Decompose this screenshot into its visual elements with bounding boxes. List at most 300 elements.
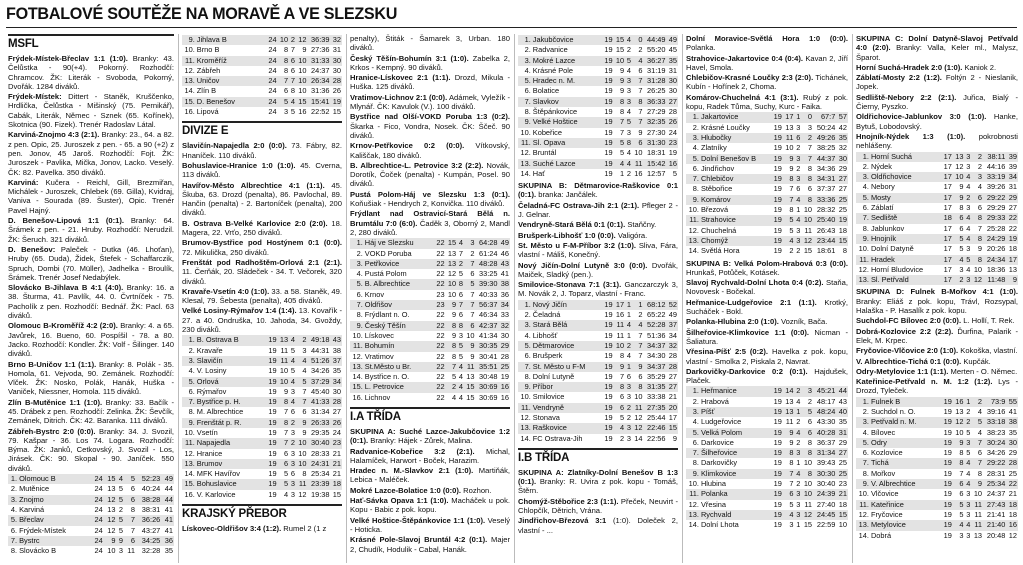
match-report bbox=[686, 73, 848, 92]
table-cell: 13 bbox=[785, 122, 794, 132]
table-cell: 19 bbox=[604, 320, 613, 330]
team-name: Stěbořice bbox=[700, 184, 733, 194]
section-heading-krajsky-prebor: KRAJSKÝ PŘEBOR bbox=[182, 504, 342, 521]
team-name: Slavičín bbox=[196, 355, 223, 365]
match-score: D. Benešov-Lipová 1:1 (0:1). bbox=[8, 216, 124, 226]
match-score: Havířov-Město Albrechtice 4:1 (1:1). bbox=[182, 180, 325, 190]
table-cell: 15 bbox=[668, 423, 677, 433]
table-cell: 18:61 bbox=[816, 246, 836, 256]
table-cell: 7 bbox=[638, 330, 643, 340]
table-row bbox=[350, 382, 510, 392]
team-name: Zábřeh bbox=[196, 65, 221, 75]
table-cell: 5 bbox=[959, 509, 964, 519]
table-cell: 19 bbox=[773, 386, 782, 396]
table-cell: 17 bbox=[943, 254, 952, 264]
table-cell: 24:29 bbox=[986, 233, 1006, 243]
table-cell: 7 bbox=[959, 468, 964, 478]
match-details: Lys - Drozd, Tyleček. bbox=[856, 377, 1018, 396]
table-cell: 11. bbox=[185, 55, 195, 65]
table-cell: 19 bbox=[773, 163, 782, 173]
table-row bbox=[856, 152, 1018, 162]
team-name: Pustá Polom bbox=[364, 269, 407, 279]
table-cell: 8 bbox=[284, 397, 289, 407]
match-details: Koňušiak - Hendrych 2, Konvička. 110 diváků. bbox=[350, 199, 505, 209]
table-cell: 3 bbox=[796, 122, 801, 132]
table-cell: 18:36 bbox=[986, 264, 1006, 274]
table-cell: 4 bbox=[796, 396, 801, 406]
table-cell: 12. bbox=[858, 264, 869, 274]
table-cell: 40:24 bbox=[141, 484, 161, 494]
table-cell: 25:44 bbox=[646, 412, 666, 422]
match-details: (1:0). Doleček 2, vlastní - ... bbox=[518, 516, 678, 535]
table-cell: 19 bbox=[604, 423, 613, 433]
table-cell: 8. bbox=[524, 371, 531, 381]
table-cell: 19 bbox=[268, 366, 277, 376]
table-cell: 11 bbox=[804, 225, 813, 235]
column-6 bbox=[856, 34, 1018, 563]
table-cell: 10 bbox=[447, 289, 457, 299]
table-cell: 34 bbox=[668, 330, 677, 340]
table-row bbox=[518, 159, 678, 169]
table-cell: 11. bbox=[859, 499, 869, 509]
table-cell: 3 bbox=[290, 479, 295, 489]
table-row bbox=[182, 66, 342, 76]
match-score: Kateřinice-Petřvald n. M. 1:2 (1:2). bbox=[856, 377, 993, 387]
table-cell: 10 bbox=[279, 366, 289, 376]
team-name: Oldřichovice bbox=[870, 172, 912, 182]
table-cell: 12. bbox=[184, 448, 195, 458]
table-cell: 5. bbox=[10, 515, 18, 525]
table-cell: 3 bbox=[284, 107, 289, 117]
table-cell: 30:69 bbox=[478, 392, 498, 402]
table-cell: 3 bbox=[796, 174, 801, 184]
table-row bbox=[856, 244, 1018, 254]
match-score: Frýdek-Místek-Břeclav 1:1 (1:0). bbox=[8, 54, 128, 63]
table-cell: 26 bbox=[332, 417, 341, 427]
table-cell: 40:28 bbox=[816, 427, 836, 437]
match-report bbox=[350, 486, 510, 495]
table-cell: 4 bbox=[796, 468, 801, 478]
table-cell: 2 bbox=[977, 161, 983, 171]
table-row bbox=[686, 174, 848, 184]
match-score: Nový Jičín-Dolní Lutyně 3:0 (0:0). bbox=[518, 260, 648, 270]
table-cell: 4 bbox=[966, 233, 971, 243]
table-cell: 12. bbox=[688, 499, 699, 509]
match-report bbox=[686, 347, 848, 366]
team-name: Příbor bbox=[532, 382, 553, 392]
table-cell: 38:28 bbox=[141, 494, 161, 504]
table-cell: 29:22 bbox=[986, 458, 1006, 468]
table-cell: 19 bbox=[773, 427, 782, 437]
table-cell: 2 bbox=[796, 143, 801, 153]
table-cell: 19 bbox=[943, 509, 952, 519]
table-cell: 2 bbox=[470, 248, 475, 258]
standings-table-krajsky-prebor bbox=[350, 238, 510, 403]
table-cell: 7. bbox=[524, 361, 531, 371]
table-cell: 19 bbox=[943, 406, 952, 416]
table-cell: 4 bbox=[626, 107, 631, 117]
table-cell: 9 bbox=[620, 76, 625, 86]
table-cell: 30:40 bbox=[310, 438, 330, 448]
table-cell: 57 bbox=[838, 112, 847, 122]
table-row bbox=[518, 56, 678, 66]
table-cell: 2 bbox=[789, 246, 794, 256]
table-cell: 12 bbox=[634, 412, 643, 422]
table-cell: 32 bbox=[332, 35, 341, 44]
table-cell: 68:12 bbox=[646, 299, 666, 309]
table-cell: 8 bbox=[284, 417, 289, 427]
table-cell: 38 bbox=[500, 279, 509, 289]
table-cell: 41 bbox=[1008, 406, 1017, 416]
table-cell: 31:33 bbox=[310, 55, 330, 65]
table-cell: 33 bbox=[500, 310, 509, 320]
table-cell: 5. bbox=[356, 279, 363, 289]
table-cell: 6 bbox=[302, 407, 307, 417]
match-details: Kupčák. bbox=[961, 356, 991, 366]
table-cell: 3. bbox=[10, 494, 18, 504]
table-cell: 9. bbox=[188, 35, 195, 44]
table-cell: 8 bbox=[284, 45, 289, 55]
table-row bbox=[350, 362, 510, 372]
table-cell: 12. bbox=[520, 412, 531, 422]
table-cell: 19 bbox=[668, 148, 677, 158]
table-cell: 19 bbox=[773, 437, 782, 447]
match-score: Brno B-Uničov 1:1 (1:1). bbox=[8, 359, 97, 369]
table-cell: 13 bbox=[447, 258, 457, 268]
table-cell: 52 bbox=[668, 299, 677, 309]
table-cell: 19 bbox=[773, 406, 782, 416]
table-cell: 24 bbox=[94, 546, 103, 556]
table-cell: 8 bbox=[977, 468, 983, 478]
table-cell: 9. bbox=[692, 194, 699, 204]
table-cell: 6 bbox=[620, 392, 625, 402]
table-cell: 32 bbox=[668, 340, 677, 350]
table-cell: 36:37 bbox=[816, 437, 836, 447]
team-name: VOKD Poruba bbox=[364, 248, 412, 258]
table-cell: 16 bbox=[955, 396, 964, 406]
table-cell: 5 bbox=[284, 479, 289, 489]
match-details: Branky: 16. a 38. Šturma, 41. Pavlík, 44. 0. Čvrtníček - 75. Pacholík z pen. Rozhodčí: Bednář. ŽK: Pacl. 63 diváků. bbox=[8, 283, 174, 321]
match-score: D. Benešov: bbox=[8, 244, 56, 254]
table-cell: 2 bbox=[796, 417, 801, 427]
table-row bbox=[182, 377, 342, 387]
match-score: St. Město u F-M-Příbor 3:2 (1:0). bbox=[518, 240, 637, 250]
table-cell: 24 bbox=[268, 76, 277, 86]
match-score: Slavičín-Napajedla 2:0 (0:0). bbox=[182, 141, 287, 151]
table-cell: 5 bbox=[966, 427, 971, 437]
match-report bbox=[856, 132, 1018, 151]
table-cell: 0 bbox=[807, 112, 813, 122]
table-cell: 10 bbox=[298, 458, 307, 468]
table-cell: 19 bbox=[604, 168, 613, 178]
table-cell: 36:27 bbox=[646, 55, 666, 65]
table-cell: 8 bbox=[302, 469, 307, 479]
table-row bbox=[856, 417, 1018, 427]
table-cell: 1. bbox=[10, 474, 18, 484]
table-cell: 8 bbox=[284, 55, 289, 65]
table-cell: 22 bbox=[436, 351, 445, 361]
table-cell: 19 bbox=[773, 122, 782, 132]
table-cell: 12 bbox=[298, 489, 307, 499]
table-cell: 25:40 bbox=[816, 215, 836, 225]
table-cell: 41:33 bbox=[310, 397, 330, 407]
team-name: Smilovice bbox=[532, 392, 565, 402]
table-row bbox=[518, 300, 678, 310]
table-cell: 6. bbox=[692, 163, 699, 173]
table-cell: 23 bbox=[436, 289, 445, 299]
match-details: 13. Kovařík - 27. a 40. Ondruška, 10. Jahoda, 34. Gvoždy, 230 diváků. bbox=[182, 306, 342, 335]
team-name: Stará Bělá bbox=[532, 320, 568, 330]
team-name: Horní Bludovice bbox=[870, 264, 924, 274]
table-cell: 30 bbox=[332, 55, 341, 65]
table-cell: 19 bbox=[773, 520, 782, 530]
table-cell: 4 bbox=[302, 366, 307, 376]
match-details: Vozník, Bača. bbox=[778, 317, 828, 327]
table-cell: 13. bbox=[184, 76, 195, 86]
table-cell: 8 bbox=[977, 213, 983, 223]
table-cell: 30 bbox=[1008, 437, 1017, 447]
table-cell: 11 bbox=[280, 355, 289, 365]
match-report bbox=[350, 209, 510, 237]
table-cell: 4 bbox=[966, 479, 971, 489]
table-cell: 1 bbox=[796, 205, 801, 215]
team-name: Darkovičky bbox=[700, 458, 738, 468]
table-cell: 5 bbox=[620, 412, 625, 422]
table-cell: 7 bbox=[620, 117, 625, 127]
table-cell: 11 bbox=[616, 330, 625, 340]
table-cell: 31 bbox=[668, 65, 677, 75]
table-cell: 8 bbox=[620, 382, 625, 392]
table-cell: 9 bbox=[452, 330, 457, 340]
table-row bbox=[686, 417, 848, 427]
table-cell: 5. bbox=[692, 153, 699, 163]
match-report bbox=[856, 377, 1018, 396]
team-name: Březová bbox=[700, 205, 729, 215]
table-cell: 4 bbox=[966, 223, 971, 233]
table-row bbox=[856, 479, 1018, 489]
table-cell: 25:34 bbox=[986, 479, 1006, 489]
table-cell: 11. bbox=[185, 438, 195, 448]
table-cell: 64:28 bbox=[478, 238, 498, 248]
match-report bbox=[182, 258, 342, 286]
table-cell: 28:32 bbox=[816, 205, 836, 215]
table-cell: 4 bbox=[290, 355, 295, 365]
table-cell: 2 bbox=[626, 168, 631, 178]
table-cell: 3 bbox=[959, 264, 964, 274]
team-name: Oldřišov bbox=[364, 300, 392, 310]
table-cell: 10. bbox=[858, 489, 869, 499]
table-row bbox=[182, 459, 342, 469]
table-cell: 3 bbox=[966, 161, 971, 171]
match-report bbox=[686, 54, 848, 73]
table-row bbox=[856, 265, 1018, 275]
table-cell: 28 bbox=[668, 361, 677, 371]
match-report bbox=[350, 141, 510, 160]
table-cell: 22 bbox=[436, 269, 445, 279]
team-name: Vsetín bbox=[196, 427, 218, 437]
match-details: 11. Čerňák, 20. Sládeček - 34. T. Večorek, 320 diváků. bbox=[182, 267, 342, 286]
table-cell: 22 bbox=[436, 330, 445, 340]
table-cell: 3 bbox=[290, 386, 295, 396]
table-cell: 6 bbox=[638, 137, 643, 147]
table-cell: 40:33 bbox=[478, 289, 498, 299]
table-cell: 44:37 bbox=[816, 153, 836, 163]
table-cell: 23 bbox=[668, 137, 677, 147]
table-cell: 13 bbox=[955, 151, 964, 161]
table-cell: 10. bbox=[688, 479, 699, 489]
table-cell: 0 bbox=[638, 35, 643, 44]
table-cell: 19 bbox=[268, 469, 277, 479]
team-name: Lískovec bbox=[364, 330, 394, 340]
table-cell: 11. bbox=[689, 489, 699, 499]
table-cell: 41 bbox=[164, 504, 173, 514]
table-cell: 3 bbox=[290, 427, 295, 437]
table-cell: 10 bbox=[298, 86, 307, 96]
table-cell: 17 bbox=[943, 244, 952, 254]
table-cell: 10 bbox=[803, 489, 813, 499]
table-row bbox=[686, 500, 848, 510]
table-cell: 41 bbox=[164, 525, 173, 535]
match-score: Olomouc B-Kroměříž 4:2 (2:0). bbox=[8, 321, 118, 331]
match-score: V. Albrechtice-Tichá 0:1 (0:0). bbox=[856, 356, 962, 366]
table-cell: 13 bbox=[279, 335, 289, 345]
table-cell: 8. bbox=[862, 223, 869, 233]
table-cell: 30:35 bbox=[478, 341, 498, 351]
table-cell: 19 bbox=[773, 132, 782, 142]
table-cell: 44:49 bbox=[646, 35, 666, 44]
table-cell: 49:26 bbox=[816, 132, 836, 142]
table-cell: 8. bbox=[862, 468, 869, 478]
table-cell: 22 bbox=[436, 320, 445, 330]
column-divider bbox=[346, 34, 347, 563]
table-cell: 3 bbox=[626, 86, 631, 96]
table-cell: 2 bbox=[302, 335, 307, 345]
table-cell: 6. bbox=[356, 289, 363, 299]
table-cell: 2 bbox=[626, 412, 631, 422]
table-cell: 3 bbox=[302, 345, 307, 355]
table-cell: 4. bbox=[188, 366, 195, 376]
table-cell: 10 bbox=[279, 35, 289, 44]
table-cell: 38:11 bbox=[987, 151, 1006, 161]
match-score: Jindřichov-Březová 3:1 bbox=[518, 516, 607, 526]
match-details: Branky: 23., 64. a 82. z pen. Opic, 25. Juroszek z pen. - 65. a 90 (+2) z pen. Jonov, 45 Jaroš. Rozhodčí: Fojt. ŽK: Juroszek - Pavlika, Mička, Jonov, Lacko. Veselý. ČK: 82. Pavelka. 350 diváků. bbox=[8, 130, 174, 177]
table-cell: 2 bbox=[638, 310, 643, 320]
table-cell: 7 bbox=[977, 458, 983, 468]
table-cell: 2 bbox=[796, 246, 801, 256]
table-cell: 2. bbox=[356, 248, 363, 258]
table-cell: 16 bbox=[634, 168, 643, 178]
table-cell: 3 bbox=[118, 546, 123, 556]
table-cell: 4 bbox=[626, 65, 631, 75]
match-score: Bohuslavice-Hranice 1:0 (1:0). bbox=[182, 160, 296, 170]
table-cell: 13 bbox=[955, 406, 964, 416]
match-report bbox=[8, 398, 174, 426]
table-cell: 41 bbox=[500, 269, 509, 279]
team-name: Brno B bbox=[196, 45, 220, 55]
match-score: B. Albrechtice-L. Petrovice 3:2 (2:2). bbox=[350, 160, 484, 170]
team-name: Lichnov bbox=[364, 392, 391, 402]
table-cell: 17 bbox=[785, 112, 794, 122]
table-cell: 8 bbox=[959, 448, 964, 458]
table-cell: 6 bbox=[290, 469, 295, 479]
table-cell: 2. bbox=[524, 45, 531, 55]
match-score: Odry-Metylovice 1:1 (1:1). bbox=[856, 366, 949, 376]
table-cell: 11 bbox=[974, 520, 983, 530]
table-cell: 17 bbox=[943, 264, 952, 274]
match-details: Branky: Hájek - Zůrek, Malina. bbox=[368, 436, 473, 446]
table-cell: 4 bbox=[290, 335, 295, 345]
table-cell: 19 bbox=[943, 427, 952, 437]
table-cell: 31 bbox=[1008, 182, 1017, 192]
table-cell: 19 bbox=[604, 158, 613, 168]
table-cell: 1 bbox=[626, 361, 631, 371]
table-row bbox=[518, 66, 678, 76]
table-cell: 19 bbox=[268, 417, 277, 427]
table-cell: 30:24 bbox=[986, 437, 1006, 447]
table-cell: 6. bbox=[188, 386, 195, 396]
team-name: Rychvald bbox=[700, 509, 732, 519]
table-row bbox=[518, 128, 678, 138]
table-cell: 24:31 bbox=[310, 458, 330, 468]
table-row bbox=[686, 154, 848, 164]
table-cell: 9. bbox=[862, 233, 869, 243]
table-cell: 6 bbox=[284, 458, 289, 468]
table-cell: 12 bbox=[107, 515, 116, 525]
team-name: Jablunkov bbox=[870, 223, 905, 233]
table-cell: 19 bbox=[773, 246, 782, 256]
table-cell: 21 bbox=[838, 489, 847, 499]
table-cell: 12 bbox=[803, 235, 813, 245]
table-cell: 6 bbox=[638, 65, 643, 75]
team-name: Vřesina bbox=[700, 499, 727, 509]
table-cell: 4 bbox=[290, 397, 295, 407]
table-cell: 9 bbox=[789, 153, 794, 163]
table-cell: 21 bbox=[332, 448, 341, 458]
table-cell: 13 bbox=[107, 484, 116, 494]
table-cell: 4 bbox=[789, 509, 794, 519]
table-row bbox=[856, 162, 1018, 172]
table-cell: 9 bbox=[789, 427, 794, 437]
match-score: Čeladná-FC Ostrava-Jih 2:1 (2:1). bbox=[518, 200, 640, 210]
table-cell: 34:37 bbox=[646, 340, 666, 350]
table-cell: 27 bbox=[838, 184, 847, 194]
table-cell: 8. bbox=[524, 107, 531, 117]
table-cell: 8 bbox=[626, 137, 631, 147]
table-cell: 3 bbox=[290, 489, 295, 499]
match-report bbox=[8, 321, 174, 358]
match-details: Havelka z pok. kopu, vlastní - Smolka 2, Piskala 2, Navrat. bbox=[686, 347, 848, 366]
table-cell: 49 bbox=[668, 310, 677, 320]
table-cell: 10 bbox=[634, 148, 643, 158]
table-cell: 46 bbox=[500, 248, 509, 258]
table-cell: 4 bbox=[458, 382, 463, 392]
standings-table-msfl bbox=[8, 474, 174, 556]
table-cell: 24 bbox=[268, 107, 277, 117]
table-row bbox=[350, 269, 510, 279]
table-cell: 19 bbox=[604, 310, 613, 320]
table-cell: 7 bbox=[290, 76, 295, 86]
table-cell: 14. bbox=[184, 86, 195, 96]
table-cell: 4. bbox=[10, 504, 18, 514]
match-details: 45. Cverna, 113 diváků. bbox=[182, 160, 342, 180]
table-cell: 19 bbox=[943, 437, 952, 447]
table-row bbox=[350, 300, 510, 310]
team-name: Nový Jičín bbox=[532, 299, 567, 309]
match-report bbox=[518, 261, 678, 280]
table-cell: 5. bbox=[862, 192, 869, 202]
match-details: Tichánek, Kubín - Hořínek 2, Choma. bbox=[686, 73, 848, 92]
table-row bbox=[518, 434, 678, 444]
